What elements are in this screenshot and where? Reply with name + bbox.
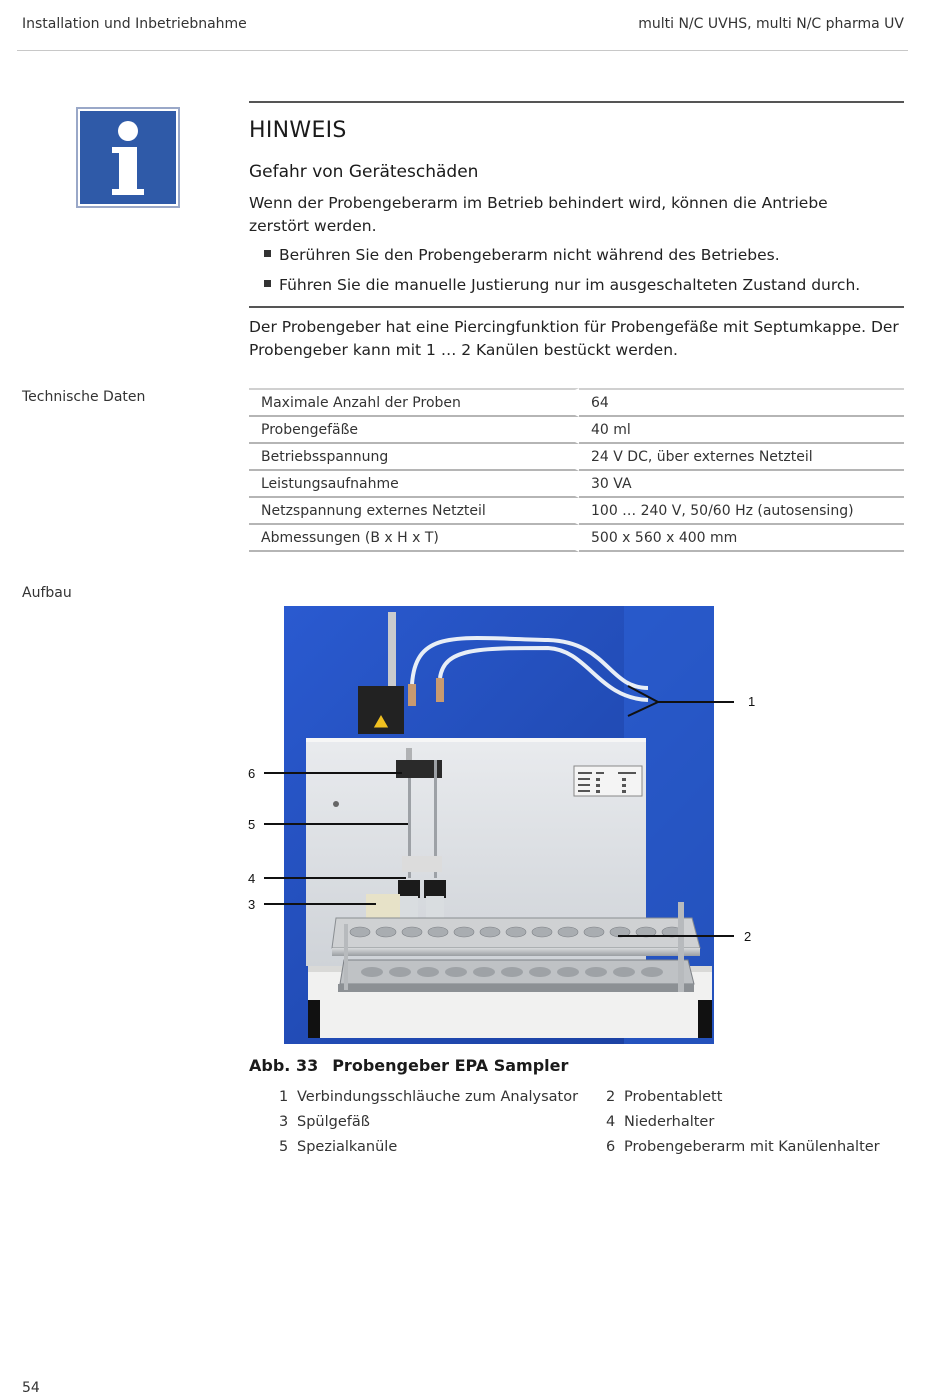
figure-title: Probengeber EPA Sampler (332, 1056, 569, 1075)
running-header-left: Installation und Inbetriebnahme (22, 16, 247, 32)
figure-number: Abb. 33 (249, 1056, 319, 1075)
spec-value: 100 … 240 V, 50/60 Hz (autosensing) (579, 498, 904, 525)
bullet-square-icon (264, 250, 271, 257)
legend-item: 6 Probengeberarm mit Kanülenhalter (606, 1139, 880, 1155)
callout-label: 4 (248, 871, 256, 886)
table-row (249, 417, 904, 444)
callout-label: 3 (248, 897, 256, 912)
running-header-right: multi N/C UVHS, multi N/C pharma UV (638, 16, 904, 32)
spec-key: Betriebsspannung (249, 444, 579, 471)
section-label-aufbau: Aufbau (22, 585, 72, 601)
legend-item: 1 Verbindungsschläuche zum Analysator (279, 1089, 579, 1105)
notice-title: HINWEIS (249, 118, 347, 143)
spec-table (249, 388, 904, 552)
table-row (249, 498, 904, 525)
notice-bottom-rule (249, 306, 904, 308)
table-row (249, 444, 904, 471)
legend-item: 2 Probentablett (606, 1089, 723, 1105)
body-paragraph: Der Probengeber hat eine Piercingfunktion für Probengefäße mit Septumkappe. Der Probengeber kann mit 1 … 2 Kanülen bestückt werden. (249, 318, 899, 359)
spec-value: 500 x 560 x 400 mm (579, 525, 904, 552)
spec-key: Leistungsaufnahme (249, 471, 579, 498)
notice-bullet: Führen Sie die manuelle Justierung nur im ausgeschalteten Zustand durch. (264, 276, 860, 294)
sampler-photo-figure (248, 588, 768, 1048)
table-row (249, 471, 904, 498)
callout-label: 5 (248, 817, 256, 832)
table-row (249, 525, 904, 552)
bullet-square-icon (264, 280, 271, 287)
legend-item: 3 Spülgefäß (279, 1114, 370, 1130)
spec-key: Maximale Anzahl der Proben (249, 388, 579, 417)
table-row (249, 388, 904, 417)
callout-label: 2 (744, 929, 752, 944)
spec-key: Abmessungen (B x H x T) (249, 525, 579, 552)
spec-value: 24 V DC, über externes Netzteil (579, 444, 904, 471)
notice-subtitle: Gefahr von Geräteschäden (249, 162, 479, 182)
callout-label: 6 (248, 766, 256, 781)
notice-text: Wenn der Probengeberarm im Betrieb behindert wird, können die Antriebe zerstört werden. (249, 194, 828, 235)
spec-value: 30 VA (579, 471, 904, 498)
info-icon (76, 107, 180, 208)
header-divider (17, 50, 908, 51)
notice-bullet: Berühren Sie den Probengeberarm nicht während des Betriebes. (264, 246, 780, 264)
spec-key: Netzspannung externes Netzteil (249, 498, 579, 525)
legend-item: 5 Spezialkanüle (279, 1139, 398, 1155)
callout-label: 1 (748, 694, 756, 709)
legend-item: 4 Niederhalter (606, 1114, 715, 1130)
spec-value: 64 (579, 388, 904, 417)
spec-value: 40 ml (579, 417, 904, 444)
page-number: 54 (22, 1380, 40, 1396)
figure-caption (249, 1056, 568, 1075)
spec-key: Probengefäße (249, 417, 579, 444)
notice-top-rule (249, 101, 904, 103)
section-label-tech: Technische Daten (22, 389, 146, 405)
